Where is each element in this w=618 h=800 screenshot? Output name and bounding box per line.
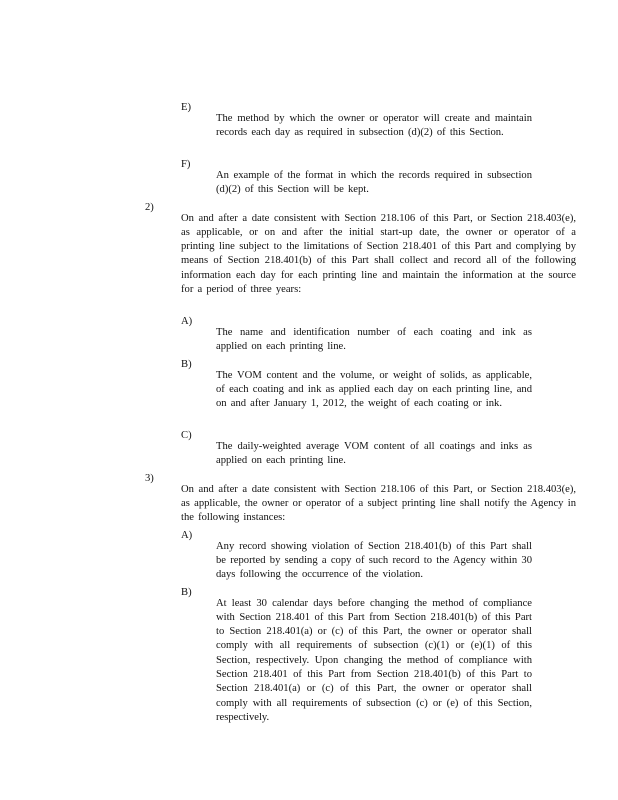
item-label: C) [181, 430, 192, 441]
item-text: The daily-weighted average VOM content of all coatings and inks as applied on each printing line. [216, 440, 532, 466]
item-text: The method by which the owner or operator will create and maintain records each day as required in subsection (d)(2) of this Section. [216, 112, 532, 138]
item-label: A) [181, 530, 193, 541]
paragraph-label: 2) [145, 202, 154, 213]
paragraph-text: On and after a date consistent with Section 218.106 of this Part, or Section 218.403(e), as applicable, the owner or operator of a subject printing line shall notify the Agency in the following instances: [181, 483, 576, 524]
item-text: The VOM content and the volume, or weight of solids, as applicable, of each coating and ink as applied each day on each printing line, and on and after January 1, 2012, the weight of each coating or ink. [216, 369, 532, 410]
paragraph-label: 3) [145, 473, 154, 484]
item-text: An example of the format in which the records required in subsection (d)(2) of this Section will be kept. [216, 169, 532, 195]
item-text: At least 30 calendar days before changing the method of compliance with Section 218.401 of this Part from Section 218.401(b) of this Part to Section 218.401(a) or (c) of this Part, the owner or operator shall comply with all requirements of subsection (c)(1) or (e)(1) of this Section, respectively. Upon changing the method of compliance with Section 218.401 of this Part from Section 218.401(b) of this Part to Section 218.401(a) or (c) of this Part, the owner or operator shall comply with all requirements of subsection (c) or (e) of this Section, respectively. [216, 597, 532, 723]
item-label: A) [181, 316, 193, 327]
item-label: B) [181, 359, 192, 370]
item-label: F) [181, 159, 191, 170]
item-label: E) [181, 102, 191, 113]
item-text: Any record showing violation of Section 218.401(b) of this Part shall be reported by sending a copy of such record to the Agency within 30 days following the occurrence of the violation. [216, 540, 532, 581]
paragraph-text: On and after a date consistent with Section 218.106 of this Part, or Section 218.403(e), as applicable, or on and after the initial start-up date, the owner or operator of a printing line subject to the limitations of Section 218.401 of this Part and complying by means of Section 218.401(b) of this Part shall collect and record all of the following information each day for each printing line and maintain the information at the source for a period of three years: [181, 212, 576, 296]
item-text: The name and identification number of each coating and ink as applied on each printing line. [216, 326, 532, 352]
item-label: B) [181, 587, 192, 598]
